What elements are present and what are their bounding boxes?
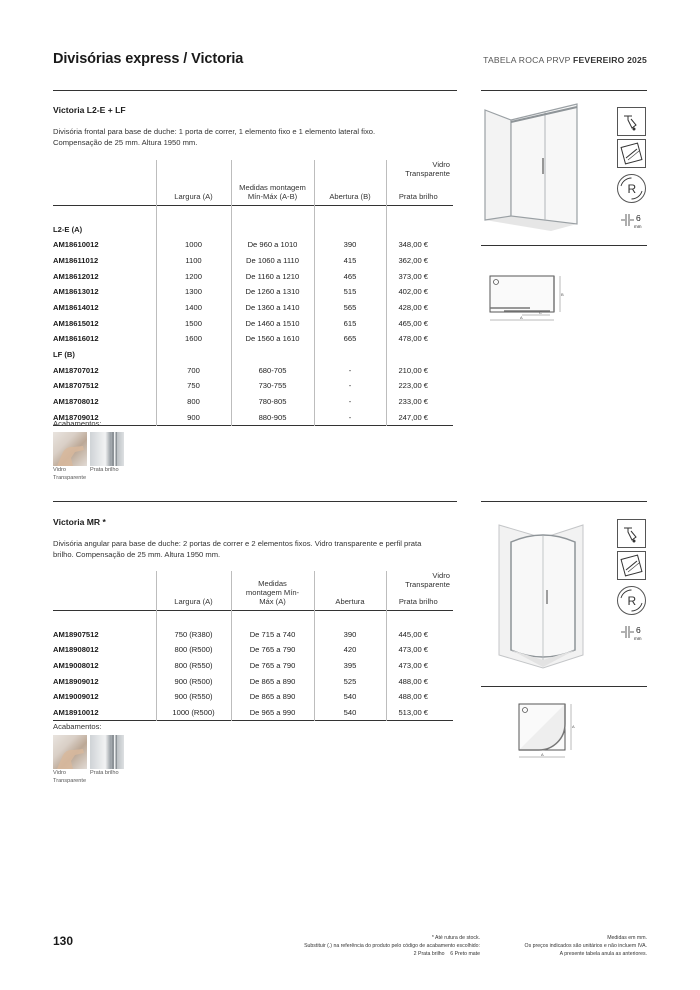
product-code: AM18907512 (53, 629, 99, 639)
table-row (53, 394, 453, 410)
opening-value: 390 (314, 237, 386, 253)
price-value: 473,00 € (386, 658, 453, 674)
mounting-range: 680-705 (231, 362, 314, 378)
width-value: 750 (156, 378, 231, 394)
table-row (53, 237, 453, 253)
price-value: 247,00 € (386, 409, 453, 425)
opening-value: - (314, 362, 386, 378)
price-value: 373,00 € (386, 268, 453, 284)
opening-value: - (314, 394, 386, 410)
col-header-vidro: Vidro Transparente (405, 160, 450, 178)
swatch-label-glass: Vidro Transparente (53, 770, 87, 784)
product-photo-l2e (481, 98, 586, 238)
footer-note-supersedes: A presente tabela anula as anteriores. (559, 950, 647, 957)
footer-note-finish-codes: 2 Prata brilho 6 Preto mate (413, 950, 480, 957)
footer-note-stock: * Até rutura de stock. (431, 935, 480, 941)
product-code: AM18615012 (53, 318, 99, 328)
swatch-label-silver: Prata brilho (90, 770, 119, 776)
mounting-range: De 965 a 990 (231, 705, 314, 721)
width-value: 900 (R500) (156, 673, 231, 689)
dim-label-a-bottom: A (541, 752, 544, 757)
catalog-reference (483, 55, 647, 65)
col-header-price (386, 160, 453, 206)
section-victoria-l2e (53, 105, 457, 148)
product-code: AM19008012 (53, 660, 99, 670)
price-value: 362,00 € (386, 253, 453, 269)
rows-lf (53, 362, 453, 425)
opening-value: 525 (314, 673, 386, 689)
product-code: AM18612012 (53, 271, 99, 281)
product-code: AM18707512 (53, 381, 99, 391)
width-value: 700 (156, 362, 231, 378)
mounting-range: De 1460 a 1510 (231, 315, 314, 331)
width-value: 900 (R550) (156, 689, 231, 705)
profile-image (90, 432, 124, 466)
header-rule (53, 90, 457, 91)
swatch-silver (90, 735, 124, 769)
product-code: AM18708012 (53, 397, 99, 407)
opening-value: 390 (314, 626, 386, 642)
price-value: 402,00 € (386, 284, 453, 300)
mounting-range: 780-805 (231, 394, 314, 410)
right-column-rule (481, 245, 647, 246)
finishes-label: Acabamentos: (53, 722, 102, 731)
mounting-range: De 765 a 790 (231, 642, 314, 658)
dim-label-c: C (539, 310, 542, 315)
width-value: 800 (156, 394, 231, 410)
table-row (53, 284, 453, 300)
table-row (53, 409, 453, 425)
table-row (53, 378, 453, 394)
width-value: 750 (R380) (156, 626, 231, 642)
table-row (53, 642, 453, 658)
col-header-largura: Largura (A) (156, 571, 231, 611)
opening-value: 465 (314, 268, 386, 284)
col-header-prata: Prata brilho (398, 192, 438, 201)
mounting-range: 730-755 (231, 378, 314, 394)
width-value: 1000 (R500) (156, 705, 231, 721)
width-value: 1600 (156, 331, 231, 347)
col-header-vidro: Vidro Transparente (405, 571, 450, 589)
width-value: 1500 (156, 315, 231, 331)
reversible-letter: R (627, 182, 637, 196)
price-value: 513,00 € (386, 705, 453, 721)
table-row (53, 315, 453, 331)
table-row (53, 626, 453, 642)
product-code: AM18709012 (53, 412, 99, 422)
table-row (53, 658, 453, 674)
easy-clean-glass-icon (617, 139, 646, 168)
product-code: AM18610012 (53, 240, 99, 250)
page-number: 130 (53, 934, 74, 948)
col-header-price (386, 571, 453, 611)
section-description: Divisória angular para base de duche: 2 portas de correr e 2 elementos fixos. Vidro transparente e perfil prata brilho. Compensação de 25 mm. Altura 1950 mm. (53, 539, 422, 559)
col-header-abertura: Abertura (314, 571, 386, 611)
section-victoria-mr (53, 517, 457, 560)
mounting-range: De 1260 a 1310 (231, 284, 314, 300)
hand-glass-image (53, 432, 87, 466)
table-row (53, 362, 453, 378)
footer-note-units: Medidas em mm. (607, 935, 647, 941)
section-title: Victoria MR * (53, 517, 106, 527)
width-value: 800 (R550) (156, 658, 231, 674)
price-value: 348,00 € (386, 237, 453, 253)
price-value: 445,00 € (386, 626, 453, 642)
table-row (53, 300, 453, 316)
table-row (53, 253, 453, 269)
rows-mr (53, 626, 453, 720)
opening-value: 540 (314, 705, 386, 721)
product-code: AM18707012 (53, 365, 99, 375)
footer-note-reference: Substituir (.) na referência do produto pelo código de acabamento escolhido: (304, 942, 480, 949)
swatch-label-silver: Prata brilho (90, 467, 119, 473)
opening-value: 515 (314, 284, 386, 300)
wall-mount-icon (617, 107, 646, 136)
opening-value: - (314, 378, 386, 394)
floor-plan-mr (513, 700, 585, 766)
table-group-row: L2-E (A) (53, 221, 453, 237)
glass-thickness-icon (617, 211, 646, 231)
product-code: AM18614012 (53, 302, 99, 312)
opening-value: 420 (314, 642, 386, 658)
thickness-value: 6 (636, 625, 641, 635)
rows-l2e (53, 237, 453, 347)
product-code: AM18909012 (53, 676, 99, 686)
price-value: 465,00 € (386, 315, 453, 331)
reversible-icon (617, 174, 646, 203)
mounting-range: De 1360 a 1410 (231, 300, 314, 316)
price-value: 233,00 € (386, 394, 453, 410)
mounting-range: De 1560 a 1610 (231, 331, 314, 347)
catalog-reference-prefix: TABELA ROCA PRVP (483, 55, 574, 65)
page-title: Divisórias express / Victoria (53, 51, 244, 67)
header-rule-right (481, 90, 647, 91)
price-table-l2e (53, 160, 453, 441)
width-value: 800 (R500) (156, 642, 231, 658)
hand-glass-image (53, 735, 87, 769)
wall-mount-icon (617, 519, 646, 548)
price-value: 223,00 € (386, 378, 453, 394)
product-photo-mr (497, 520, 589, 670)
swatch-glass (53, 735, 87, 769)
product-code: AM18613012 (53, 287, 99, 297)
thickness-value: 6 (636, 213, 641, 223)
price-value: 428,00 € (386, 300, 453, 316)
easy-clean-glass-icon (617, 551, 646, 580)
mounting-range: De 960 a 1010 (231, 237, 314, 253)
table-row (53, 331, 453, 347)
dim-label-a: A (520, 315, 523, 320)
section-description: Divisória frontal para base de duche: 1 porta de correr, 1 elemento fixo e 1 elemento lateral fixo. Compensação de 25 mm. Altura 1950 mm. (53, 127, 376, 147)
table-group-row: LF (B) (53, 347, 453, 363)
finishes-label: Acabamentos: (53, 419, 102, 428)
product-code: AM19009012 (53, 692, 99, 702)
product-code: AM18908012 (53, 645, 99, 655)
price-table-mr (53, 571, 453, 736)
price-value: 478,00 € (386, 331, 453, 347)
opening-value: 540 (314, 689, 386, 705)
opening-value: 565 (314, 300, 386, 316)
mounting-range: De 1160 a 1210 (231, 268, 314, 284)
width-value: 900 (156, 409, 231, 425)
mounting-range: 880-905 (231, 409, 314, 425)
swatch-silver (90, 432, 124, 466)
footer-note-vat: Os preços indicados são unitários e não incluem IVA. (524, 942, 647, 949)
reversible-letter: R (627, 594, 637, 608)
section-separator (53, 501, 457, 502)
floor-plan-l2e (484, 268, 580, 328)
thickness-unit: mm (634, 224, 642, 229)
width-value: 1400 (156, 300, 231, 316)
section-title: Victoria L2-E + LF (53, 105, 126, 115)
table-row (53, 268, 453, 284)
product-code: AM18616012 (53, 334, 99, 344)
table-row (53, 705, 453, 721)
width-value: 1000 (156, 237, 231, 253)
opening-value: 665 (314, 331, 386, 347)
right-column-rule (481, 686, 647, 687)
dim-label-b: B (561, 292, 564, 297)
col-header-largura: Largura (A) (156, 160, 231, 206)
profile-image (90, 735, 124, 769)
reversible-icon (617, 586, 646, 615)
right-column-rule (481, 501, 647, 502)
product-code: AM18910012 (53, 707, 99, 717)
col-header-prata: Prata brilho (398, 597, 438, 606)
col-header-medidas: Medidas montagem Mín-Máx (A-B) (231, 160, 314, 206)
width-value: 1100 (156, 253, 231, 269)
col-header-medidas: Medidas montagem Mín-Máx (A) (231, 571, 314, 611)
opening-value: 395 (314, 658, 386, 674)
footer-notes-right (525, 935, 647, 958)
mounting-range: De 765 a 790 (231, 658, 314, 674)
price-value: 488,00 € (386, 673, 453, 689)
price-value: 210,00 € (386, 362, 453, 378)
mounting-range: De 1060 a 1110 (231, 253, 314, 269)
col-header-abertura: Abertura (B) (314, 160, 386, 206)
thickness-unit: mm (634, 636, 642, 641)
price-value: 473,00 € (386, 642, 453, 658)
table-row (53, 689, 453, 705)
opening-value: 415 (314, 253, 386, 269)
mounting-range: De 865 a 890 (231, 673, 314, 689)
product-code: AM18611012 (53, 255, 99, 265)
mounting-range: De 715 a 740 (231, 626, 314, 642)
width-value: 1300 (156, 284, 231, 300)
opening-value: 615 (314, 315, 386, 331)
mounting-range: De 865 a 890 (231, 689, 314, 705)
swatch-glass (53, 432, 87, 466)
dim-label-a: A (572, 724, 575, 729)
footer-notes-left (304, 935, 480, 958)
glass-thickness-icon (617, 623, 646, 643)
opening-value: - (314, 409, 386, 425)
width-value: 1200 (156, 268, 231, 284)
swatch-label-glass: Vidro Transparente (53, 467, 87, 481)
catalog-reference-date: FEVEREIRO 2025 (573, 55, 647, 65)
price-value: 488,00 € (386, 689, 453, 705)
table-row (53, 673, 453, 689)
